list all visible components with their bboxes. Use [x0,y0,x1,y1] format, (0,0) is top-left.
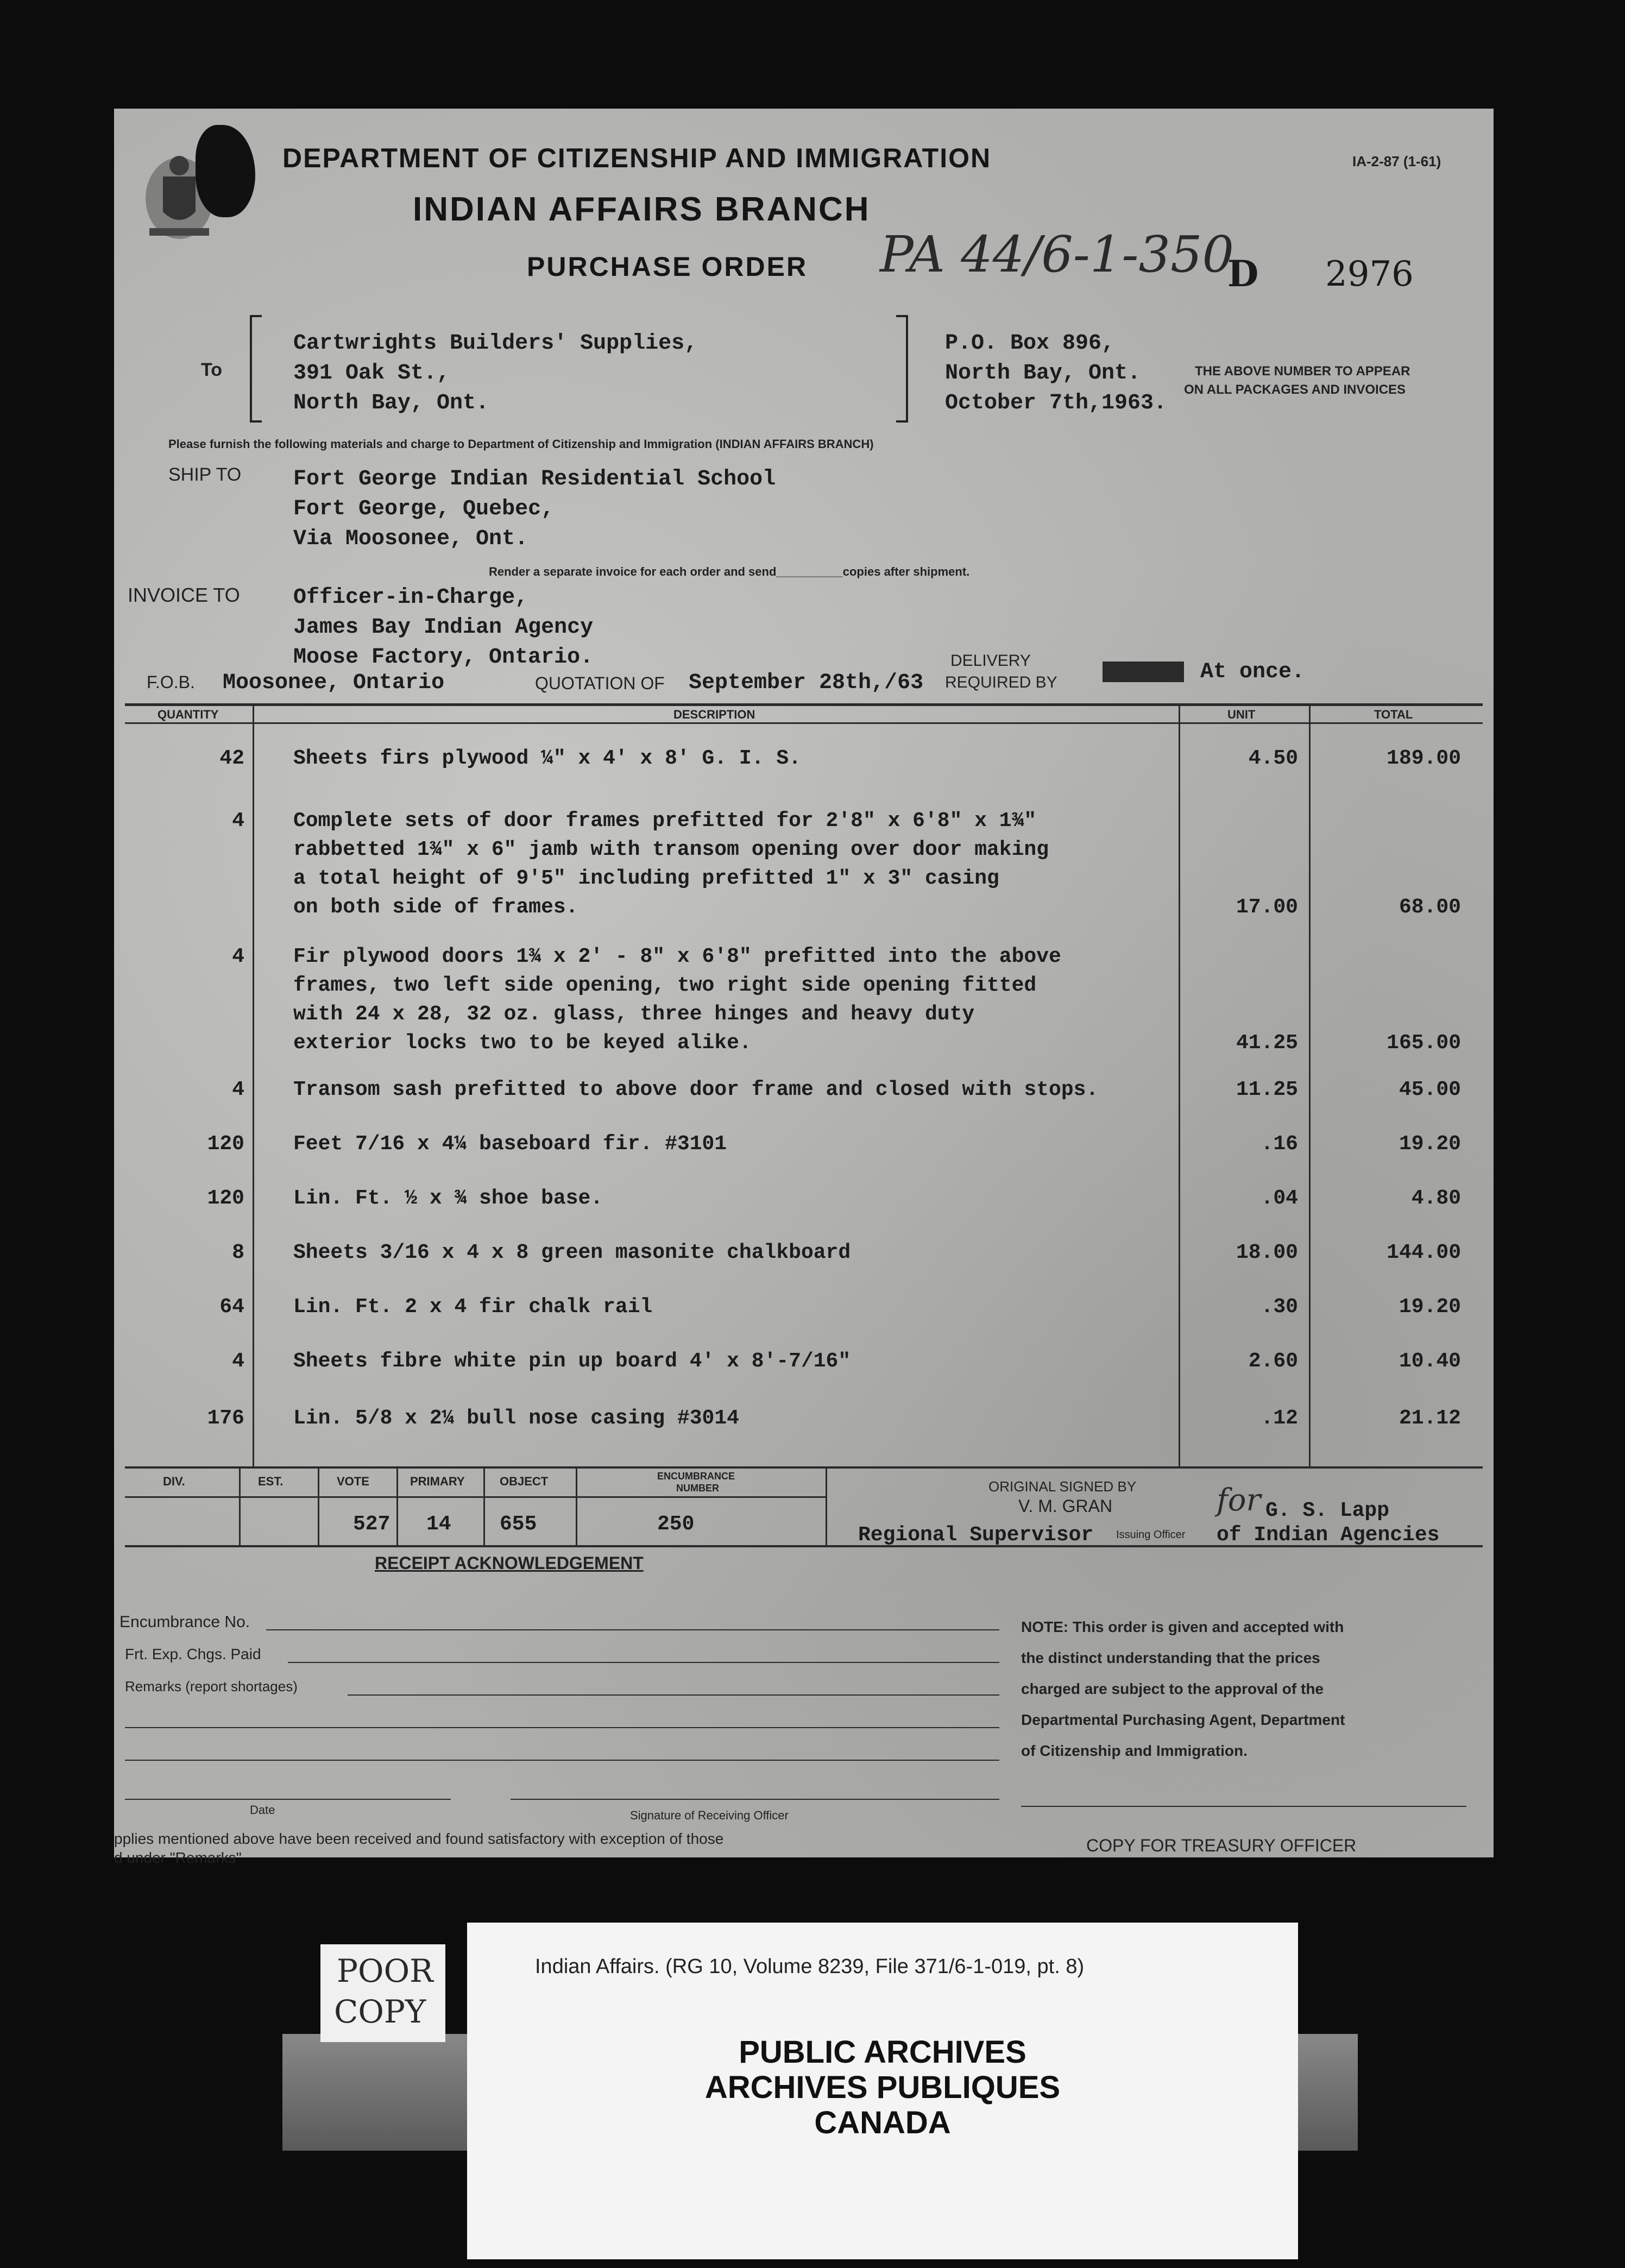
archive-label-card [467,1923,1298,2259]
coding-header-primary: PRIMARY [410,1475,465,1488]
coding-header-div: DIV. [163,1475,185,1488]
row-10-qty: 176 [207,1407,244,1430]
receipt-footer-2: d under "Remarks" [114,1849,242,1866]
col-divider-total [1309,703,1311,1466]
torn-corner [196,125,255,217]
col-divider-qty [253,703,254,1466]
order-date: October 7th,1963. [945,391,1167,415]
row-2-total: 68.00 [1399,896,1461,919]
note-line-1: NOTE: This order is given and accepted with [1021,1618,1344,1635]
row-1-unit: 4.50 [1248,747,1298,770]
receipt-footer-1: pplies mentioned above have been received and found satisfactory with exception of those [114,1830,724,1847]
frt-exp-line [288,1662,999,1663]
row-7-qty: 8 [232,1241,244,1264]
to-bracket-left [250,315,262,423]
row-1-total: 189.00 [1387,747,1461,770]
treasury-copy-label: COPY FOR TREASURY OFFICER [1086,1836,1357,1855]
branch-heading: INDIAN AFFAIRS BRANCH [413,191,871,228]
invoice-to-line-1: Officer-in-Charge, [293,585,528,610]
row-2-desc-2: rabbetted 1¾" x 6" jamb with transom opening over door making [293,838,1049,861]
table-top-rule [125,703,1483,706]
form-title: PURCHASE ORDER [527,251,808,282]
number-note-1: THE ABOVE NUMBER TO APPEAR [1195,364,1410,379]
signer-name: V. M. GRAN [1018,1496,1113,1516]
row-7-desc-1: Sheets 3/16 x 4 x 8 green masonite chalkboard [293,1241,851,1264]
archive-line-3: CANADA [814,2105,951,2140]
header-quantity: QUANTITY [158,708,219,721]
row-3-desc-2: frames, two left side opening, two right side opening fitted [293,974,1037,997]
department-heading: DEPARTMENT OF CITIZENSHIP AND IMMIGRATION [282,143,992,173]
regional-supervisor: Regional Supervisor [858,1523,1094,1547]
order-number: 2976 [1325,254,1414,294]
row-10-desc-1: Lin. 5/8 x 2¼ bull nose casing #3014 [293,1407,739,1430]
quotation-label: QUOTATION OF [535,673,665,693]
ship-to-label: SHIP TO [168,464,242,485]
row-5-qty: 120 [207,1132,244,1156]
row-10-unit: .12 [1261,1407,1298,1430]
row-4-unit: 11.25 [1236,1078,1298,1101]
row-5-total: 19.20 [1399,1132,1461,1156]
ship-to-line-2: Fort George, Quebec, [293,497,555,521]
handwritten-file-number: PA 44/6-1-350 [880,225,1235,284]
table-header-rule [125,722,1483,724]
coding-div-4 [483,1466,485,1545]
row-8-unit: .30 [1261,1295,1298,1319]
row-6-desc-1: Lin. Ft. ½ x ¾ shoe base. [293,1187,603,1210]
row-2-desc-1: Complete sets of door frames prefitted for 2'8" x 6'8" x 1¾" [293,809,1037,833]
row-7-total: 144.00 [1387,1241,1461,1264]
fob-value: Moosonee, Ontario [223,671,445,695]
remarks-line-1 [348,1694,999,1696]
invoice-to-label: INVOICE TO [128,584,240,606]
delivery-label: DELIVERY [950,652,1031,670]
row-8-qty: 64 [219,1295,244,1319]
row-6-total: 4.80 [1411,1187,1461,1210]
frt-exp-label: Frt. Exp. Chgs. Paid [125,1646,261,1662]
date-label: Date [250,1803,275,1817]
ship-to-line-3: Via Moosonee, Ont. [293,527,528,551]
table-bottom-rule [125,1466,1483,1469]
vendor-box-city: North Bay, Ont. [945,361,1141,386]
row-9-total: 10.40 [1399,1350,1461,1373]
row-6-unit: .04 [1261,1187,1298,1210]
render-invoice-note: Render a separate invoice for each order and send__________copies after shipment. [489,565,970,578]
invoice-to-line-3: Moose Factory, Ontario. [293,645,594,670]
invoice-to-line-2: James Bay Indian Agency [293,615,594,640]
furnish-instruction: Please furnish the following materials and charge to Department of Citizenship and Immigration (INDIAN AFFAIRS BRANCH) [168,437,874,451]
row-4-desc-1: Transom sash prefitted to above door frame and closed with stops. [293,1078,1099,1101]
issuing-officer-label: Issuing Officer [1116,1529,1186,1541]
row-2-desc-4: on both side of frames. [293,896,578,919]
row-3-unit: 41.25 [1236,1031,1298,1055]
row-4-total: 45.00 [1399,1078,1461,1101]
remarks-line-2 [125,1727,999,1728]
row-9-desc-1: Sheets fibre white pin up board 4' x 8'-7/16" [293,1350,851,1373]
col-divider-unit [1179,703,1180,1466]
header-description: DESCRIPTION [673,708,755,721]
poor-copy-stamp [320,1944,445,2042]
coding-vote: 527 [353,1513,390,1536]
order-prefix: D [1227,253,1259,295]
archive-reference: Indian Affairs. (RG 10, Volume 8239, File 371/6-1-019, pt. 8) [535,1955,1085,1978]
fob-label: F.O.B. [147,672,195,692]
row-4-qty: 4 [232,1078,244,1101]
poor-label: POOR [337,1952,433,1989]
required-by-label: REQUIRED BY [945,673,1057,691]
to-bracket-right [896,315,908,423]
coding-div-2 [318,1466,319,1545]
note-line-4: Departmental Purchasing Agent, Department [1021,1711,1345,1728]
note-line-5: of Citizenship and Immigration. [1021,1742,1248,1759]
header-unit: UNIT [1227,708,1256,721]
note-line-2: the distinct understanding that the prices [1021,1649,1320,1666]
date-line [125,1799,451,1800]
number-note-2: ON ALL PACKAGES AND INVOICES [1184,382,1406,397]
row-3-desc-4: exterior locks two to be keyed alike. [293,1031,752,1055]
row-3-qty: 4 [232,945,244,968]
row-3-desc-1: Fir plywood doors 1¾ x 2' - 8" x 6'8" prefitted into the above [293,945,1061,968]
signatory-name: G. S. Lapp [1265,1499,1390,1522]
header-total: TOTAL [1374,708,1413,721]
encumbrance-no-label: Encumbrance No. [119,1613,250,1631]
row-2-unit: 17.00 [1236,896,1298,919]
row-6-qty: 120 [207,1187,244,1210]
signature-line [511,1799,999,1800]
of-indian-agencies: of Indian Agencies [1217,1523,1440,1547]
row-5-desc-1: Feet 7/16 x 4¼ baseboard fir. #3101 [293,1132,727,1156]
remarks-line-3 [125,1760,999,1761]
row-9-qty: 4 [232,1350,244,1373]
coding-div-5 [576,1466,577,1545]
handwritten-for: for [1217,1483,1261,1518]
coding-primary: 14 [426,1513,451,1536]
form-code: IA-2-87 (1-61) [1352,153,1441,169]
note-line-3: charged are subject to the approval of the [1021,1680,1324,1697]
remarks-label: Remarks (report shortages) [125,1678,298,1694]
row-10-total: 21.12 [1399,1407,1461,1430]
coding-header-vote: VOTE [337,1475,369,1488]
coding-div-1 [239,1466,241,1545]
original-signed-label: ORIGINAL SIGNED BY [988,1478,1137,1495]
coding-header-rule [125,1496,826,1498]
row-1-desc-1: Sheets firs plywood ¼" x 4' x 8' G. I. S. [293,747,801,770]
archive-line-1: PUBLIC ARCHIVES [739,2034,1026,2070]
row-7-unit: 18.00 [1236,1241,1298,1264]
row-9-unit: 2.60 [1248,1350,1298,1373]
row-2-qty: 4 [232,809,244,833]
row-5-unit: .16 [1261,1132,1298,1156]
row-3-total: 165.00 [1387,1031,1461,1055]
coding-header-encumbrance: ENCUMBRANCE [657,1471,735,1482]
row-8-desc-1: Lin. Ft. 2 x 4 fir chalk rail [293,1295,653,1319]
vendor-name: Cartwrights Builders' Supplies, [293,331,698,356]
receiving-officer-label: Signature of Receiving Officer [630,1809,789,1822]
receipt-heading: RECEIPT ACKNOWLEDGEMENT [375,1553,644,1573]
coding-header-est: EST. [258,1475,284,1488]
delivery-value: At once. [1200,660,1305,684]
row-1-qty: 42 [219,747,244,770]
ship-to-line-1: Fort George Indian Residential School [293,467,776,492]
coding-div-3 [396,1466,398,1545]
vendor-box: P.O. Box 896, [945,331,1115,356]
coding-object: 655 [500,1513,537,1536]
coding-encumbrance: 250 [657,1513,695,1536]
row-3-desc-3: with 24 x 28, 32 oz. glass, three hinges and heavy duty [293,1003,975,1026]
purchase-order-sheet [114,109,1494,1866]
treasury-line [1021,1806,1466,1807]
vendor-city: North Bay, Ont. [293,391,489,415]
vendor-street: 391 Oak St., [293,361,450,386]
coding-header-object: OBJECT [500,1475,549,1488]
encumbrance-line [266,1629,999,1630]
archive-line-2: ARCHIVES PUBLIQUES [704,2070,1061,2105]
redacted-mark [1103,662,1184,682]
copy-label: COPY [334,1993,426,2030]
coding-div-6 [826,1466,827,1545]
coding-header-number: NUMBER [676,1483,719,1494]
row-2-desc-3: a total height of 9'5" including prefitted 1" x 3" casing [293,867,999,890]
row-8-total: 19.20 [1399,1295,1461,1319]
quotation-date: September 28th,/63 [689,671,924,695]
to-label: To [201,360,223,380]
